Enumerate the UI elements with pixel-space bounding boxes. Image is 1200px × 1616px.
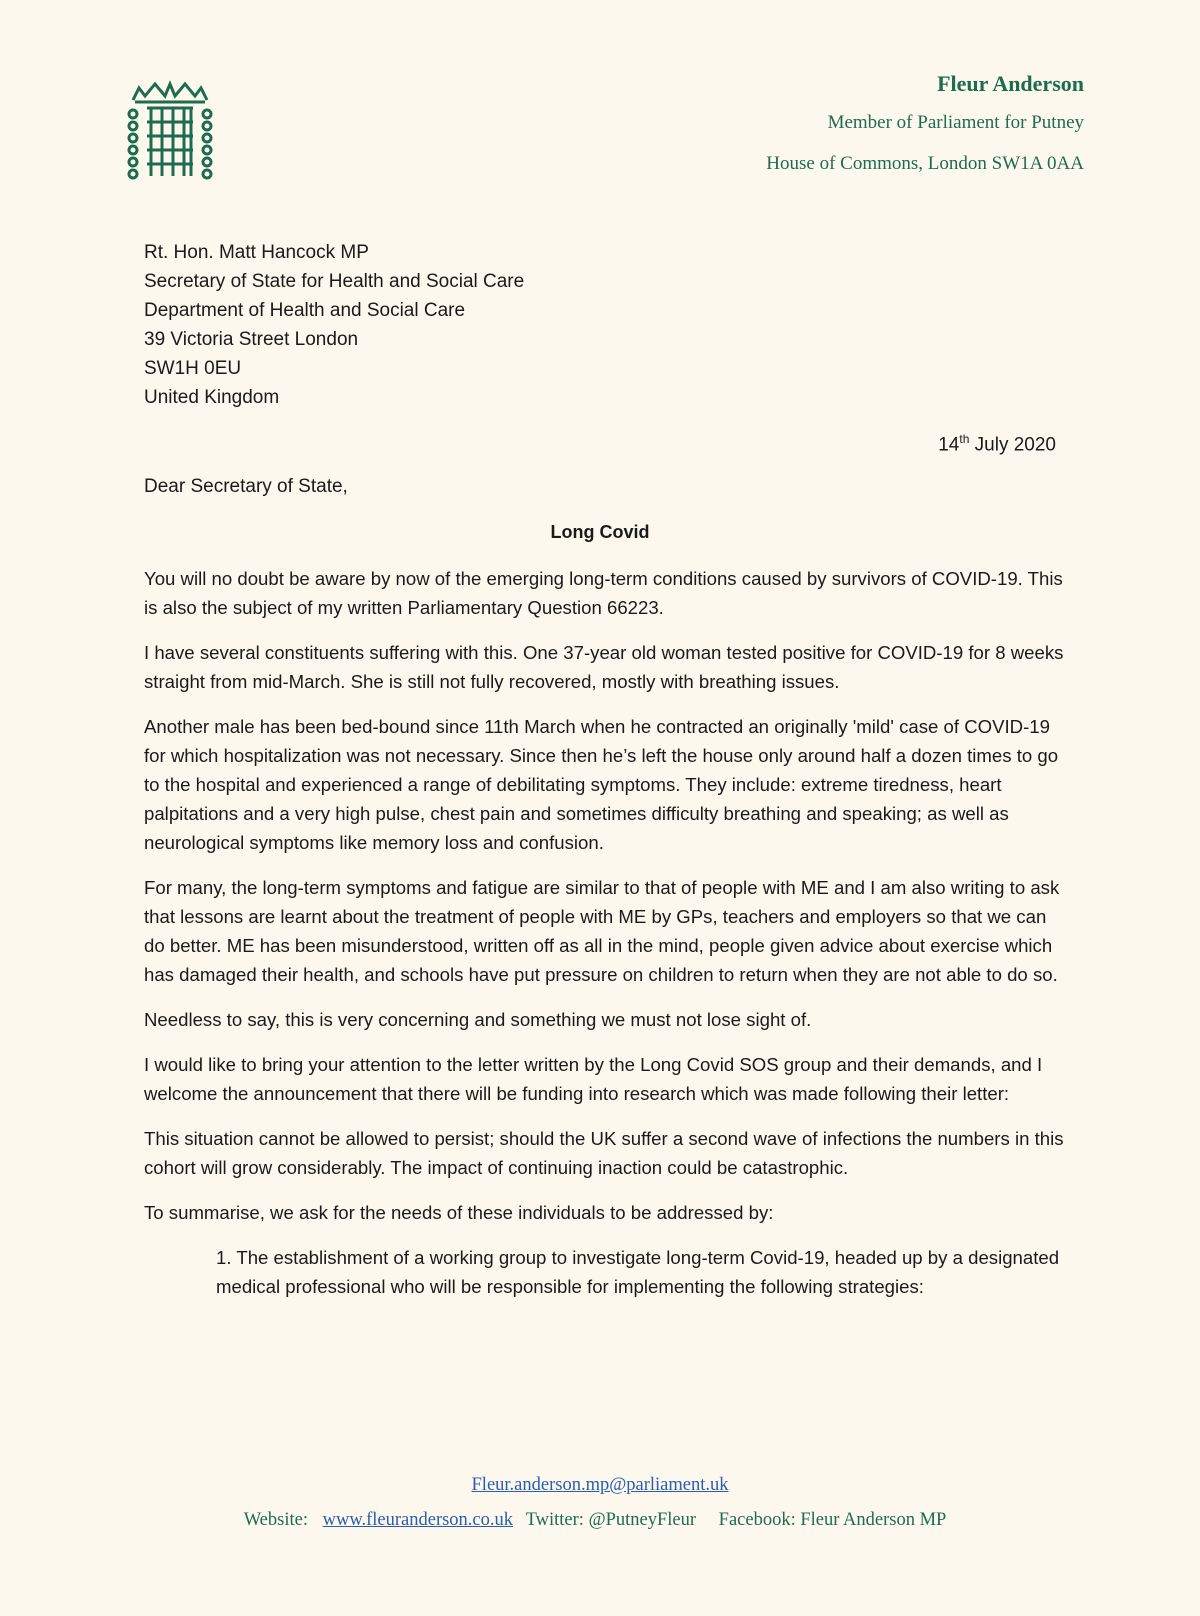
- email-link[interactable]: Fleur.anderson.mp@parliament.uk: [471, 1475, 729, 1495]
- mp-title: Member of Parliament for Putney: [827, 112, 1084, 133]
- mp-address: House of Commons, London SW1A 0AA: [766, 153, 1084, 174]
- facebook-page: Facebook: Fleur Anderson MP: [718, 1510, 947, 1530]
- paragraph: I would like to bring your attention to the letter written by the Long Covid SOS group and their demands, and I welcome the announcement that there will be funding into research which was made following their letter:: [144, 1054, 1043, 1104]
- website-link[interactable]: www.fleuranderson.co.uk: [322, 1510, 514, 1530]
- footer-contacts: [0, 1510, 1200, 1531]
- date-suffix: th: [959, 432, 970, 446]
- recipient-line: Rt. Hon. Matt Hancock MP: [144, 242, 369, 263]
- letter-date: [938, 432, 1056, 456]
- paragraph: I have several constituents suffering with this. One 37-year old woman tested positive for COVID-19 for 8 weeks straight from mid-March. She is still not fully recovered, mostly with breathing issues.: [144, 642, 1064, 692]
- paragraph: To summarise, we ask for the needs of these individuals to be addressed by:: [144, 1202, 774, 1223]
- date-rest: July 2020: [969, 434, 1056, 456]
- letter-body: [144, 564, 1064, 1317]
- letter-footer: [0, 1475, 1200, 1531]
- portcullis-icon: [125, 78, 215, 182]
- recipient-address: [144, 238, 524, 412]
- recipient-line: SW1H 0EU: [144, 358, 242, 379]
- recipient-line: United Kingdom: [144, 387, 280, 408]
- paragraph: Another male has been bed-bound since 11th March when he contracted an originally 'mild' case of COVID-19 for which hospitalization was not necessary. Since then he’s left the house only around half a dozen times to go to the hospital and experienced a range of debilitating symptoms. They include: extreme tiredness, heart palpitations and a very high pulse, chest pain and sometimes difficulty breathing and speaking; as well as neurological symptoms like memory loss and confusion.: [144, 716, 1059, 853]
- date-day: 14: [938, 434, 960, 456]
- salutation: Dear Secretary of State,: [144, 476, 348, 497]
- recipient-line: Secretary of State for Health and Social Care: [144, 271, 525, 292]
- website-label: Website:: [243, 1510, 313, 1530]
- numbered-item: 1. The establishment of a working group to investigate long-term Covid-19, headed up by a designated medical professional who will be responsible for implementing the following strategies:: [216, 1247, 1060, 1297]
- paragraph: For many, the long-term symptoms and fatigue are similar to that of people with ME and I am also writing to ask that lessons are learnt about the treatment of people with ME by GPs, teachers and employers so that we can do better. ME has been misunderstood, written off as all in the mind, people given advice about exercise which has damaged their health, and schools have put pressure on children to return when they are not able to do so.: [144, 877, 1060, 985]
- recipient-line: Department of Health and Social Care: [144, 300, 466, 321]
- twitter-handle: Twitter: @PutneyFleur: [525, 1510, 697, 1530]
- paragraph: This situation cannot be allowed to persist; should the UK suffer a second wave of infections the numbers in this cohort will grow considerably. The impact of continuing inaction could be catastrophic.: [144, 1128, 1064, 1178]
- mp-name: Fleur Anderson: [937, 71, 1084, 96]
- paragraph: Needless to say, this is very concerning and something we must not lose sight of.: [144, 1009, 812, 1030]
- letterhead: [766, 66, 1084, 184]
- paragraph: You will no doubt be aware by now of the emerging long-term conditions caused by survivors of COVID-19. This is also the subject of my written Parliamentary Question 66223.: [144, 568, 1063, 618]
- subject-heading: Long Covid: [550, 522, 650, 542]
- recipient-line: 39 Victoria Street London: [144, 329, 359, 350]
